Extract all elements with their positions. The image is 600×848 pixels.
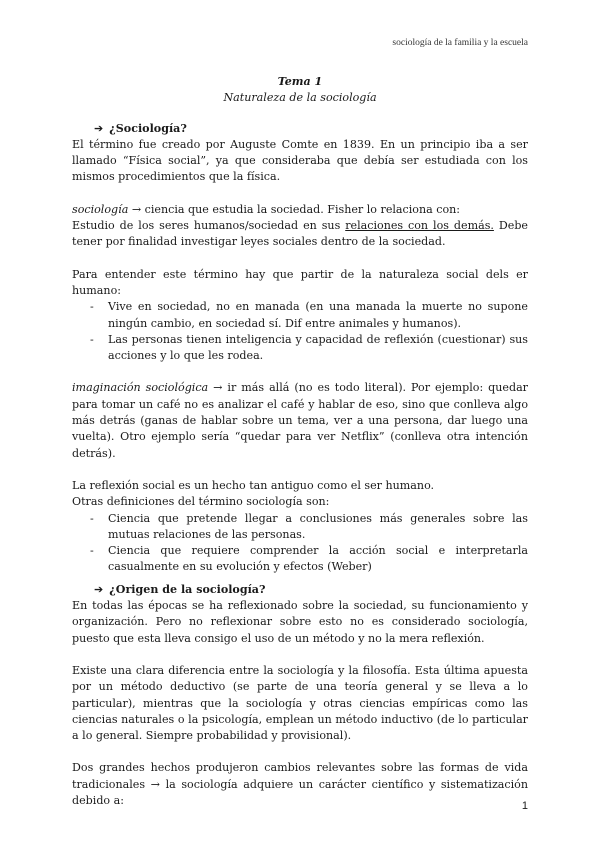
arrow-inline-icon: → [131,202,142,216]
list-item-text: Ciencia que requiere comprender la acción social e interpretarla casualmente en su evolución y efectos (Weber) [108,544,528,574]
page-number: 1 [521,800,528,812]
dash-bullet: - [90,544,94,558]
dash-bullet: - [90,300,94,314]
definition-text: ciencia que estudia la sociedad. Fisher lo relaciona con: [141,202,461,216]
section-heading-origen [72,582,528,598]
bullet-list-definiciones [72,511,528,576]
arrow-inline-icon: → [213,381,223,395]
list-item-text: Vive en sociedad, no en manada (en una manada la muerte no supone ningún cambio, en sociedad sí. Dif entre animales y humanos). [108,300,528,330]
page-content [72,74,528,809]
page-subtitle: Naturaleza de la sociología [223,91,377,105]
section-heading-sociologia [72,121,528,137]
text-run: Debe tener por finalidad investigar leyes sociales dentro de la sociedad. [72,219,528,249]
dash-bullet: - [90,511,94,525]
paragraph-fisher [72,218,528,251]
paragraph-filosofia: Existe una clara diferencia entre la sociología y la filosofía. Esta última apuesta por un método deductivo (se parte de una teoría general y se lleva a lo particular), mientras que la sociología y otras ciencias empíricas como las ciencias naturales o la psicología, emplean un método inductivo (de lo particular a lo general. Siempre probabilidad y provisional). [72,663,528,743]
paragraph-definition [72,202,528,218]
text-run: la sociología adquiere un carácter científico y sistematización debido a: [72,777,529,807]
paragraph-naturaleza-social: Para entender este término hay que partir de la naturaleza social dels er humano: [72,267,528,297]
paragraph-otras-definiciones: Otras definiciones del término sociología son: [72,495,330,509]
imaginacion-text: ir más allá (no es todo literal). Por ejemplo: quedar para tomar un café no es analizar el café y hablar de eso, sino que conlleva algo más detrás (ganas de hablar sobre un tema, ver a una persona, dar luego una vuelta). Otro ejemplo sería “quedar para ver Netflix” (conlleva otra intención detrás). [72,381,528,460]
text-run: Dos grandes hechos produjeron cambios relevantes sobre las formas de vida tradicionales [72,761,528,791]
term-imaginacion: imaginación sociológica [72,381,209,395]
paragraph-reflexion: La reflexión social es un hecho tan antiguo como el ser humano. [72,478,435,492]
list-item [72,332,528,365]
text-run: Estudio de los seres humanos/sociedad en sus [72,219,346,233]
list-item-text: Ciencia que pretende llegar a conclusiones más generales sobre las mutuas relaciones de las personas. [108,511,528,541]
dash-bullet: - [90,332,94,346]
section-heading-text: ¿Origen de la sociología? [109,582,266,596]
term-sociologia: sociología [72,202,129,216]
page-title: Tema 1 [277,75,323,88]
paragraph-dos-hechos [72,760,528,809]
list-item [72,543,528,576]
list-item [72,299,528,332]
running-header: sociología de la familia y la escuela [392,38,528,48]
paragraph-epocas: En todas las épocas se ha reflexionado sobre la sociedad, su funcionamiento y organización. Pero no reflexionar sobre esto no es considerado sociología, puesto que esta lleva consigo el uso de un método y no la mera reflexión. [72,599,528,645]
list-item [72,511,528,544]
underlined-text: relaciones con los demás. [345,219,494,233]
paragraph-origin-term: El término fue creado por Auguste Comte en 1839. En un principio iba a ser llamado “Física social”, ya que consideraba que debía ser estudiada con los mismos procedimientos que la física. [72,137,528,184]
section-heading-text: ¿Sociología? [109,121,187,135]
bullet-list-naturaleza [72,299,528,364]
arrow-right-icon: ➔ [94,582,104,596]
list-item-text: Las personas tienen inteligencia y capacidad de reflexión (cuestionar) sus acciones y lo que les rodea. [108,332,528,363]
paragraph-imaginacion [72,380,528,461]
arrow-inline-icon: → [150,777,160,791]
arrow-right-icon: ➔ [94,121,104,135]
